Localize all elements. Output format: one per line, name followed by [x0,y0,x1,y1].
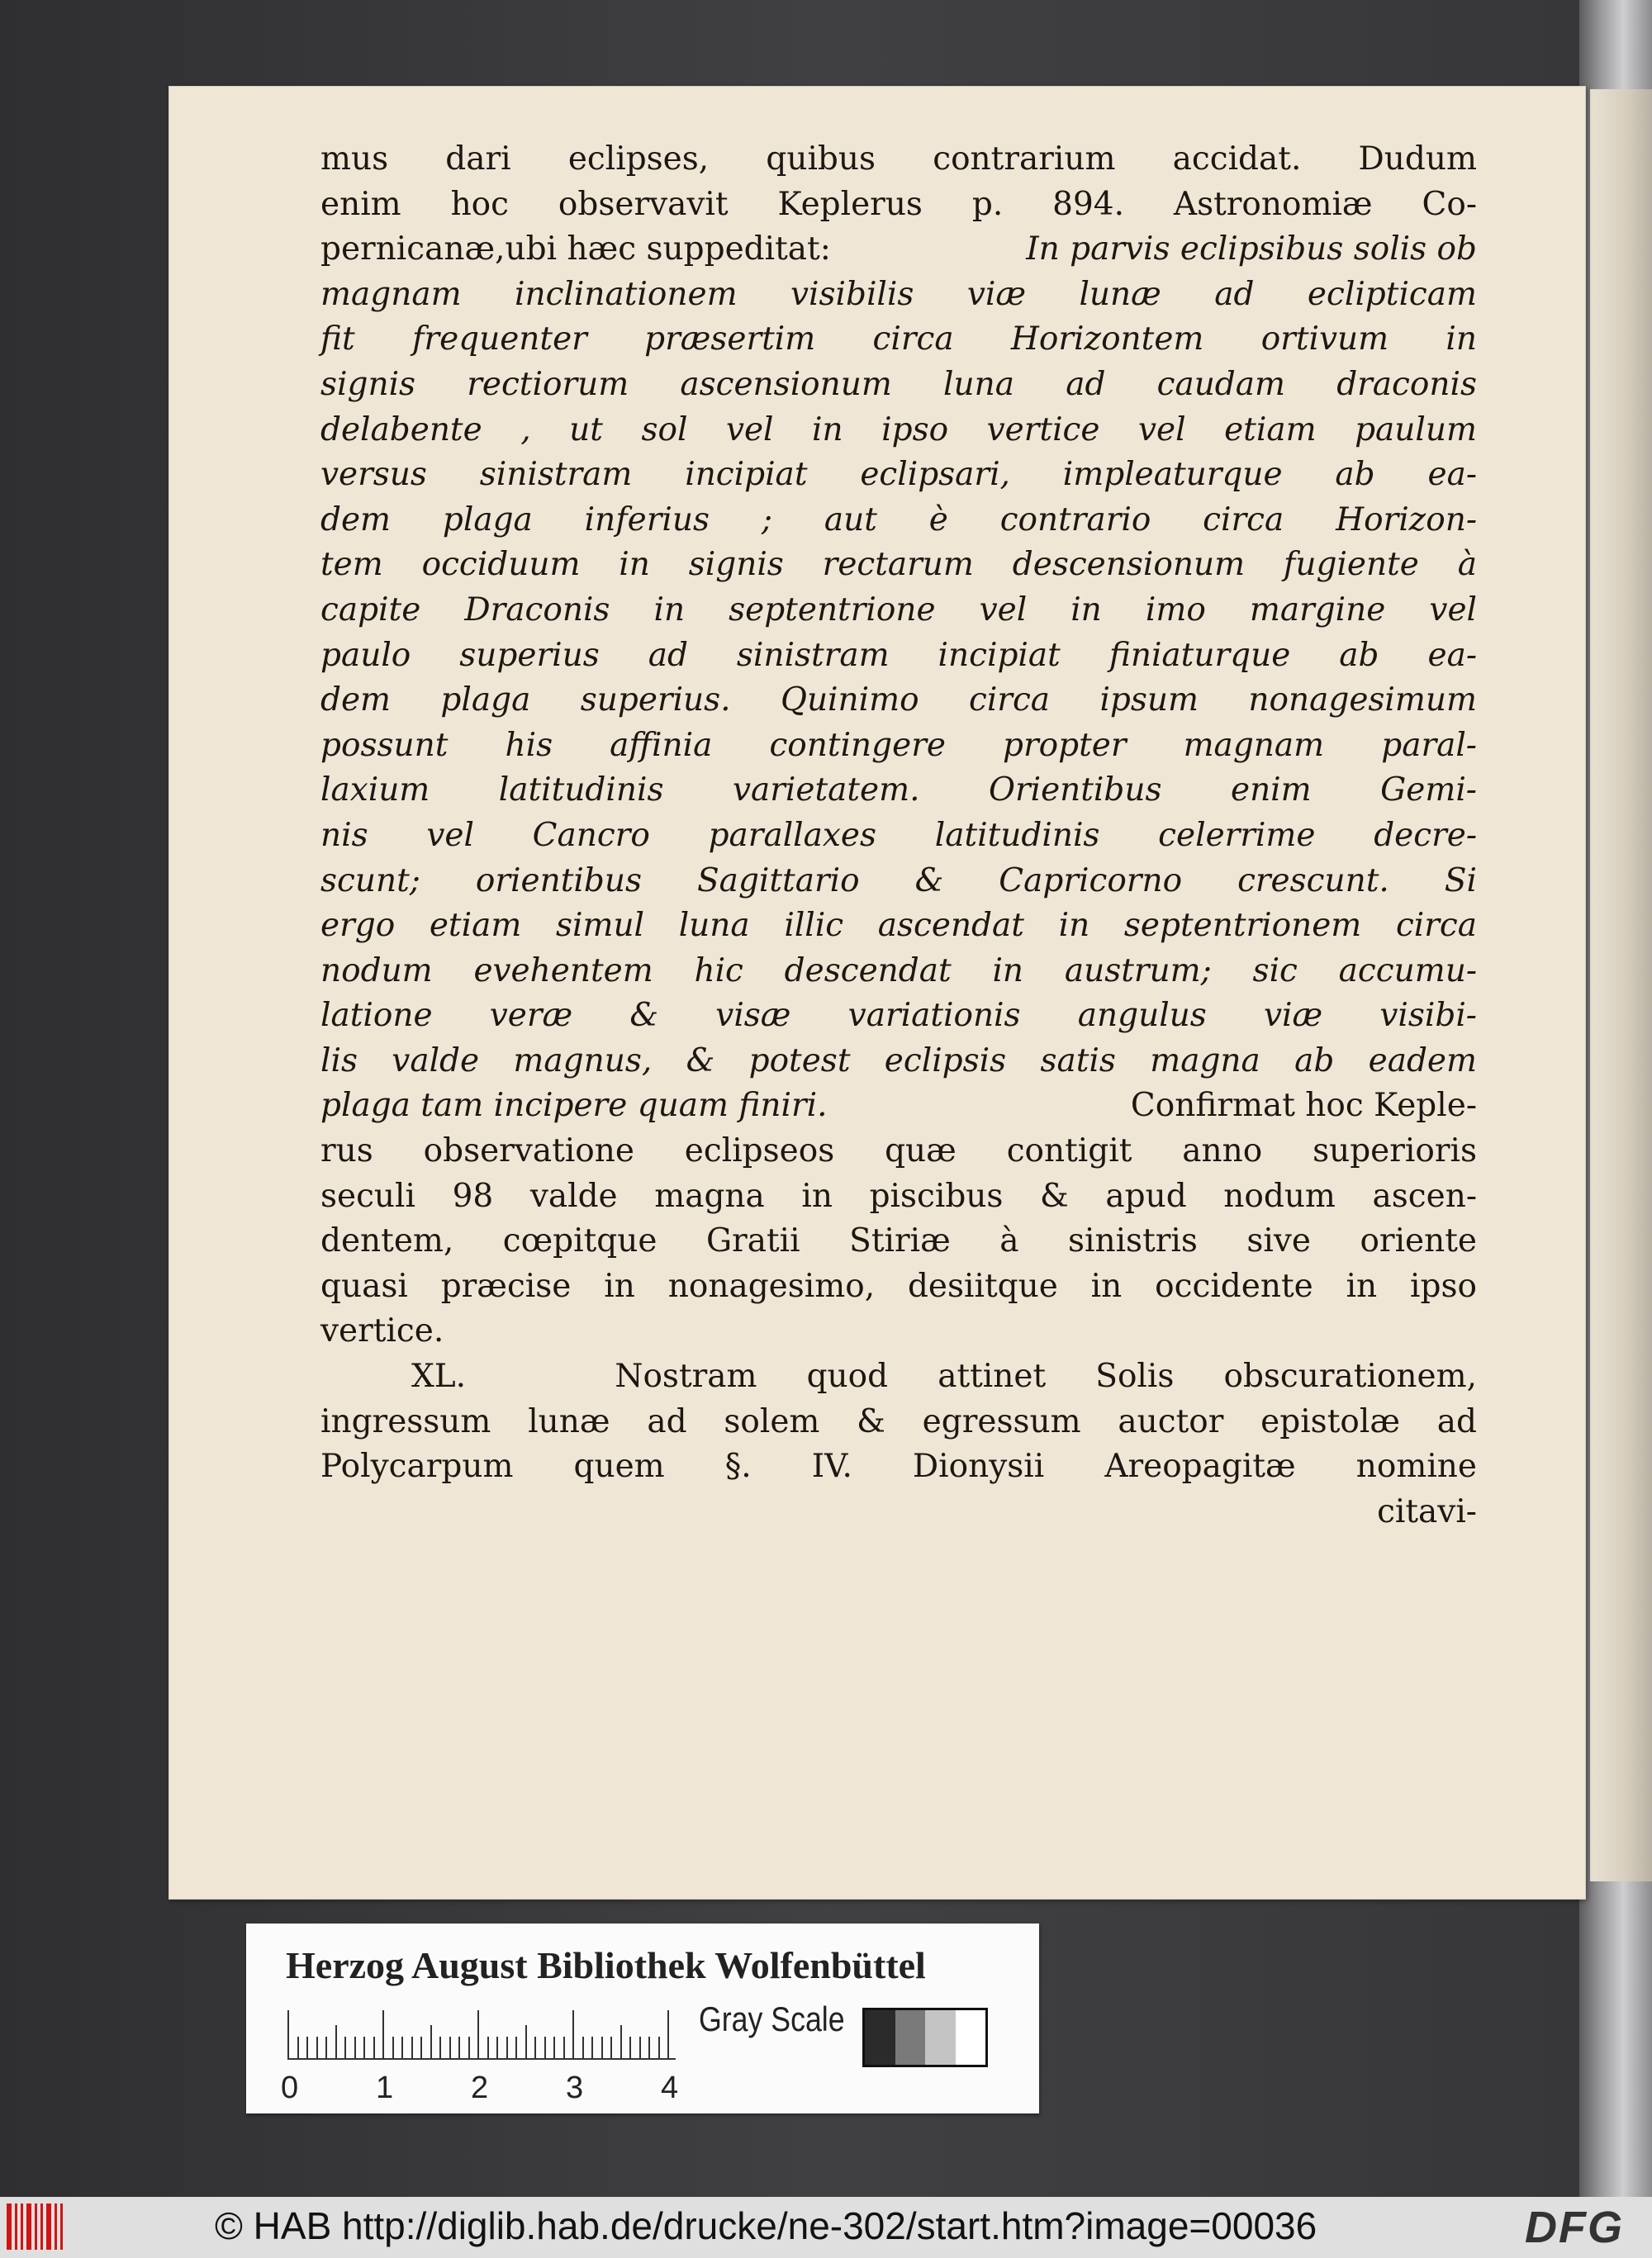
ruler-tick [629,2037,631,2058]
footer-bar [0,2197,1652,2258]
text-line: nodum evehentem hic descendat in austrum; sic accumu- [320,951,1477,989]
ruler-tick [430,2025,432,2058]
ruler-tick [468,2037,470,2058]
text-line: magnam inclinationem visibilis viæ lunæ ad eclipticam [320,275,1477,313]
catchword: citavi- [1377,1492,1477,1530]
ruler-number: 1 [376,2071,394,2105]
text-line: ingressum lunæ ad solem & egressum auctor epistolæ ad [320,1402,1477,1440]
text-line [320,227,1477,273]
ruler-tick [392,2037,394,2058]
text-span-italic: plaga tam incipere quam finiri. [320,1087,828,1125]
text-line: lis valde magnus, & potest eclipsis satis magna ab eadem [320,1041,1477,1079]
ruler-tick [449,2037,451,2058]
ruler-number: 0 [281,2071,299,2105]
text-line: capite Draconis in septentrione vel in imo margine vel [320,591,1477,629]
gray-scale-label: Gray Scale [699,1999,845,2038]
next-page-sliver [1590,89,1652,1881]
ruler-tick [458,2037,460,2058]
text-line: enim hoc observavit Keplerus p. 894. Astronomiæ Co- [320,185,1477,223]
ruler-tick [325,2037,327,2058]
ruler-tick [316,2037,318,2058]
ruler-tick [610,2037,612,2058]
ruler-tick [515,2037,517,2058]
ruler-number: 2 [471,2071,489,2105]
text-line: latione veræ & visæ variationis angulus viæ visibi- [320,997,1477,1035]
text-line: mus dari eclipses, quibus contrarium accidat. Dudum [320,140,1477,178]
ruler-number: 3 [566,2071,584,2105]
text-line: dem plaga superius. Quinimo circa ipsum nonagesimum [320,681,1477,719]
ruler-tick [639,2037,641,2058]
ruler-tick [544,2037,546,2058]
ruler-tick [534,2037,536,2058]
ruler-tick [420,2037,422,2058]
ruler-number: 4 [661,2071,679,2105]
ruler-tick [401,2037,403,2058]
ruler-tick [487,2037,489,2058]
text-line: laxium latitudinis varietatem. Orientibus enim Gemi- [320,771,1477,809]
ruler-tick [563,2037,565,2058]
ruler-tick [477,2010,479,2058]
ruler-tick [506,2037,508,2058]
text-line: scunt; orientibus Sagittario & Capricorno crescunt. Si [320,861,1477,899]
ruler-tick [287,2010,289,2058]
library-name: Herzog August Bibliothek Wolfenbüttel [286,1944,926,1986]
ruler-tick [667,2010,669,2058]
ruler-tick [496,2037,498,2058]
ruler [287,2010,676,2060]
text-line: delabente , ut sol vel in ipso vertice vel etiam paulum [320,410,1477,448]
ruler-tick [335,2025,337,2058]
ruler-tick [354,2037,356,2058]
text-span-roman: Confirmat hoc Keple- [1099,1087,1477,1125]
text-line [320,1084,1477,1129]
copyright-url[interactable]: © HAB http://diglib.hab.de/drucke/ne-302/start.htm?image=00036 [215,2204,1317,2247]
hab-barcode-icon [7,2203,68,2250]
text-line: possunt his affinia contingere propter magnam paral- [320,726,1477,764]
text-line: fit frequenter præsertim circa Horizontem ortivum in [320,320,1477,358]
text-line: versus sinistram incipiat eclipsari, impleaturque ab ea- [320,456,1477,494]
ruler-tick [297,2037,299,2058]
text-line: signis rectiorum ascensionum luna ad caudam draconis [320,365,1477,403]
ruler-tick [572,2010,574,2058]
gray-swatch [925,2010,956,2065]
text-line: paulo superius ad sinistram incipiat finiaturque ab ea- [320,636,1477,674]
ruler-tick [306,2037,308,2058]
text-span-roman: pernicanæ,ubi hæc suppeditat: [320,230,842,268]
text-line: Polycarpum quem §. IV. Dionysii Areopagitæ nomine [320,1448,1477,1486]
text-line: vertice. [320,1312,444,1350]
ruler-tick [373,2037,375,2058]
ruler-tick [382,2010,384,2058]
text-line: nis vel Cancro parallaxes latitudinis celerrime decre- [320,816,1477,854]
gray-swatch [865,2010,895,2065]
text-line: quasi præcise in nonagesimo, desiitque in occidente in ipso [320,1267,1477,1305]
ruler-tick [439,2037,441,2058]
text-line: dem plaga inferius ; aut è contrario circa Horizon- [320,500,1477,538]
text-line: ergo etiam simul luna illic ascendat in septentrionem circa [320,907,1477,945]
ruler-tick [525,2025,527,2058]
ruler-tick [658,2037,660,2058]
dfg-logo: DFG [1525,2203,1624,2252]
text-line: tem occiduum in signis rectarum descensionum fugiente à [320,546,1477,584]
gray-swatch [895,2010,926,2065]
section-heading-line: XL. Nostram quod attinet Solis obscurationem, [411,1358,1477,1396]
text-line: rus observatione eclipseos quæ contigit anno superioris [320,1132,1477,1170]
ruler-tick [582,2037,584,2058]
page-text-block [320,137,1477,1535]
scale-card [246,1924,1039,2113]
ruler-tick [601,2037,603,2058]
text-line: dentem, cœpitque Gratii Stiriæ à sinistris sive oriente [320,1222,1477,1260]
text-span-italic: In parvis eclipsibus solis ob [1026,230,1477,268]
text-line: seculi 98 valde magna in piscibus & apud nodum ascen- [320,1177,1477,1215]
gray-swatch [956,2010,986,2065]
ruler-tick [363,2037,365,2058]
ruler-tick [591,2037,593,2058]
ruler-tick [411,2037,413,2058]
gray-scale-patch [862,2008,988,2067]
ruler-tick [344,2037,346,2058]
ruler-tick [553,2037,555,2058]
ruler-tick [620,2025,622,2058]
ruler-tick [648,2037,650,2058]
